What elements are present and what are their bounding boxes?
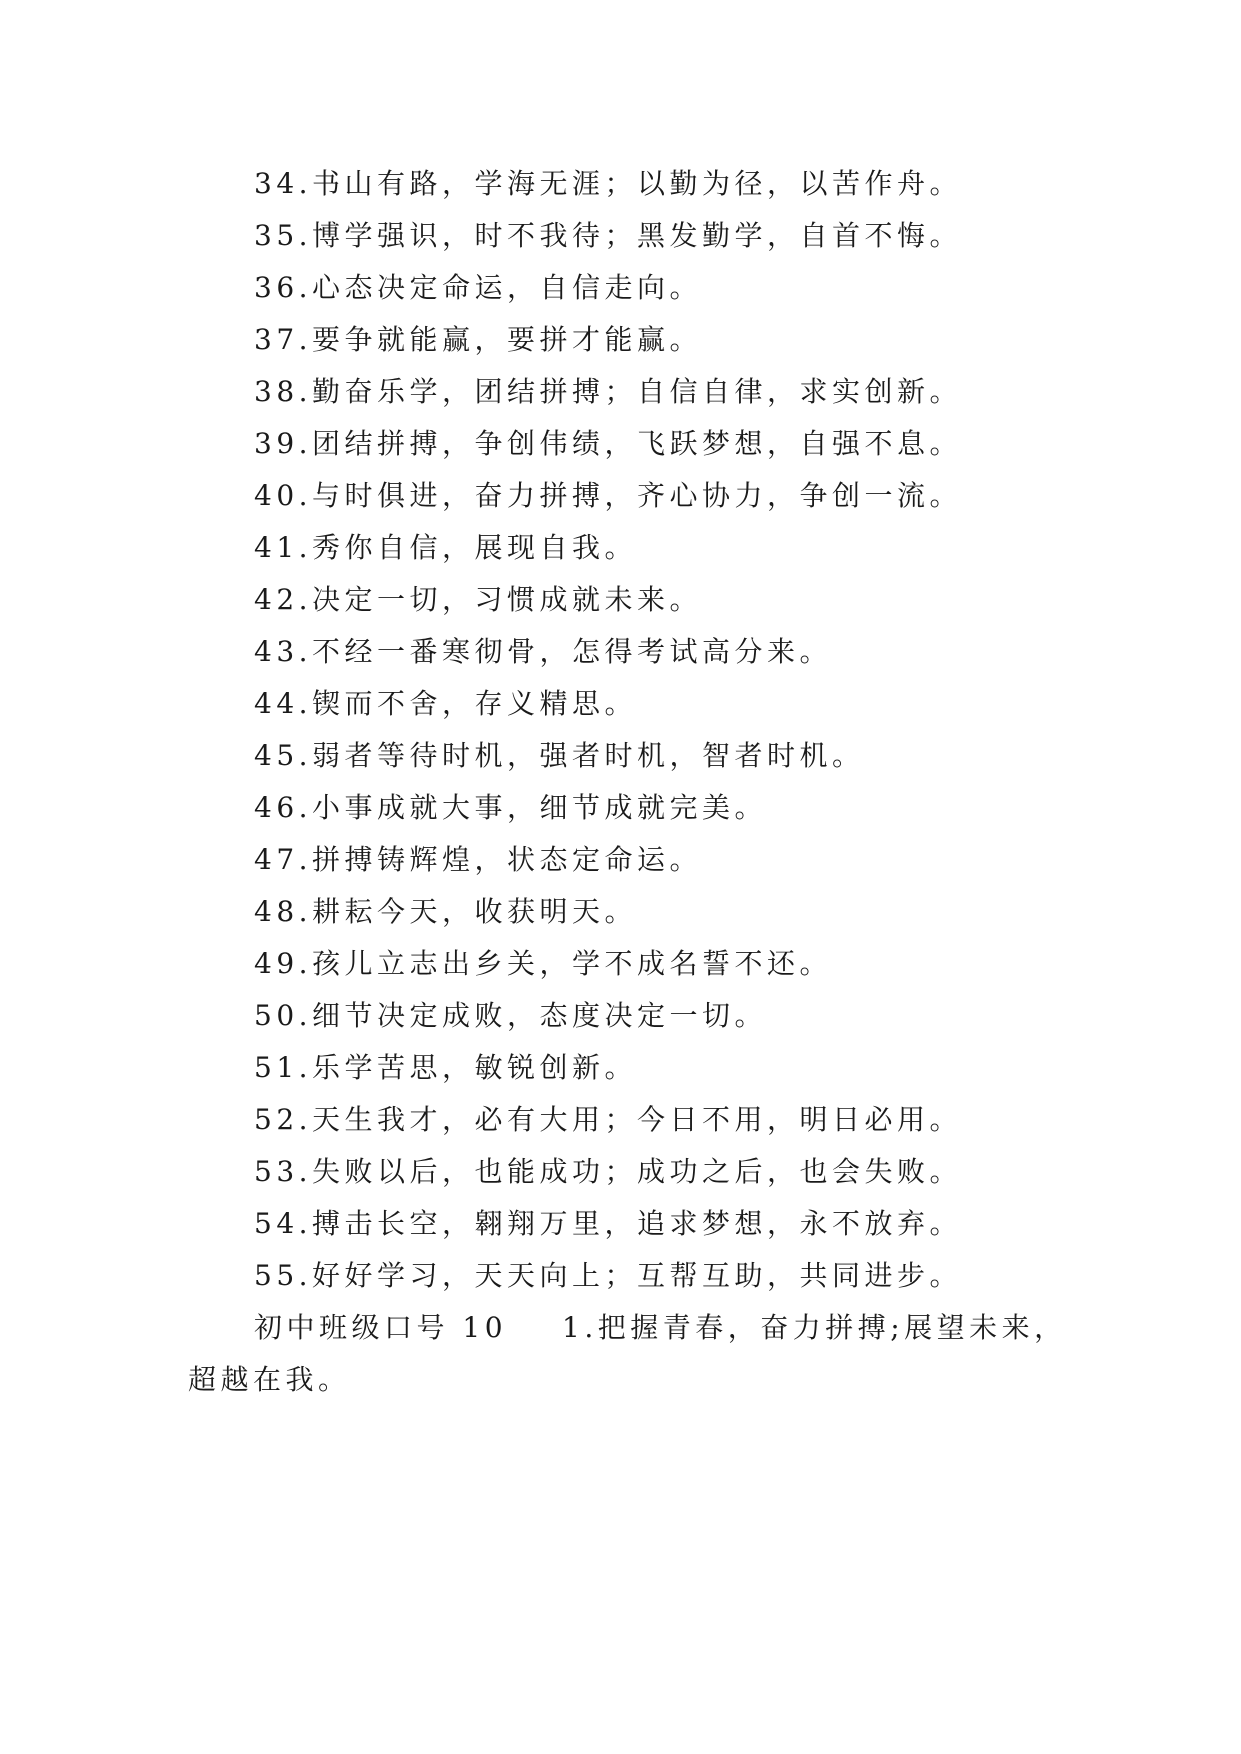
slogan-line-43: 43.不经一番寒彻骨，怎得考试高分来。	[254, 635, 833, 668]
section-first-item: 1.把握青春，奋力拼搏;展望未来，	[562, 1311, 1067, 1344]
slogan-line-54: 54.搏击长空，翱翔万里，追求梦想，永不放弃。	[254, 1207, 963, 1240]
slogan-line-50: 50.细节决定成败，态度决定一切。	[254, 999, 768, 1032]
slogan-line-48: 48.耕耘今天，收获明天。	[254, 895, 638, 928]
section-first-item-continuation: 超越在我。	[188, 1363, 351, 1396]
section-heading: 初中班级口号 10	[254, 1311, 508, 1344]
slogan-line-44: 44.锲而不舍，存义精思。	[254, 687, 638, 720]
slogan-line-35: 35.博学强识，时不我待；黑发勤学，自首不悔。	[254, 219, 963, 252]
slogan-line-46: 46.小事成就大事，细节成就完美。	[254, 791, 768, 824]
slogan-line-49: 49.孩儿立志出乡关，学不成名誓不还。	[254, 947, 833, 980]
slogan-line-53: 53.失败以后，也能成功；成功之后，也会失败。	[254, 1155, 963, 1188]
slogan-line-45: 45.弱者等待时机，强者时机，智者时机。	[254, 739, 865, 772]
slogan-line-47: 47.拼搏铸辉煌，状态定命运。	[254, 843, 703, 876]
slogan-line-51: 51.乐学苦思，敏锐创新。	[254, 1051, 638, 1084]
slogan-line-42: 42.决定一切，习惯成就未来。	[254, 583, 703, 616]
slogan-line-39: 39.团结拼搏，争创伟绩，飞跃梦想，自强不息。	[254, 427, 963, 460]
slogan-line-55: 55.好好学习，天天向上；互帮互助，共同进步。	[254, 1259, 963, 1292]
slogan-line-38: 38.勤奋乐学，团结拼搏；自信自律，求实创新。	[254, 375, 963, 408]
slogan-line-52: 52.天生我才，必有大用；今日不用，明日必用。	[254, 1103, 963, 1136]
slogan-line-40: 40.与时俱进，奋力拼搏，齐心协力，争创一流。	[254, 479, 963, 512]
slogan-line-34: 34.书山有路，学海无涯；以勤为径，以苦作舟。	[254, 167, 963, 200]
slogan-line-41: 41.秀你自信，展现自我。	[254, 531, 638, 564]
slogan-line-36: 36.心态决定命运，自信走向。	[254, 271, 703, 304]
slogan-line-37: 37.要争就能赢，要拼才能赢。	[254, 323, 703, 356]
